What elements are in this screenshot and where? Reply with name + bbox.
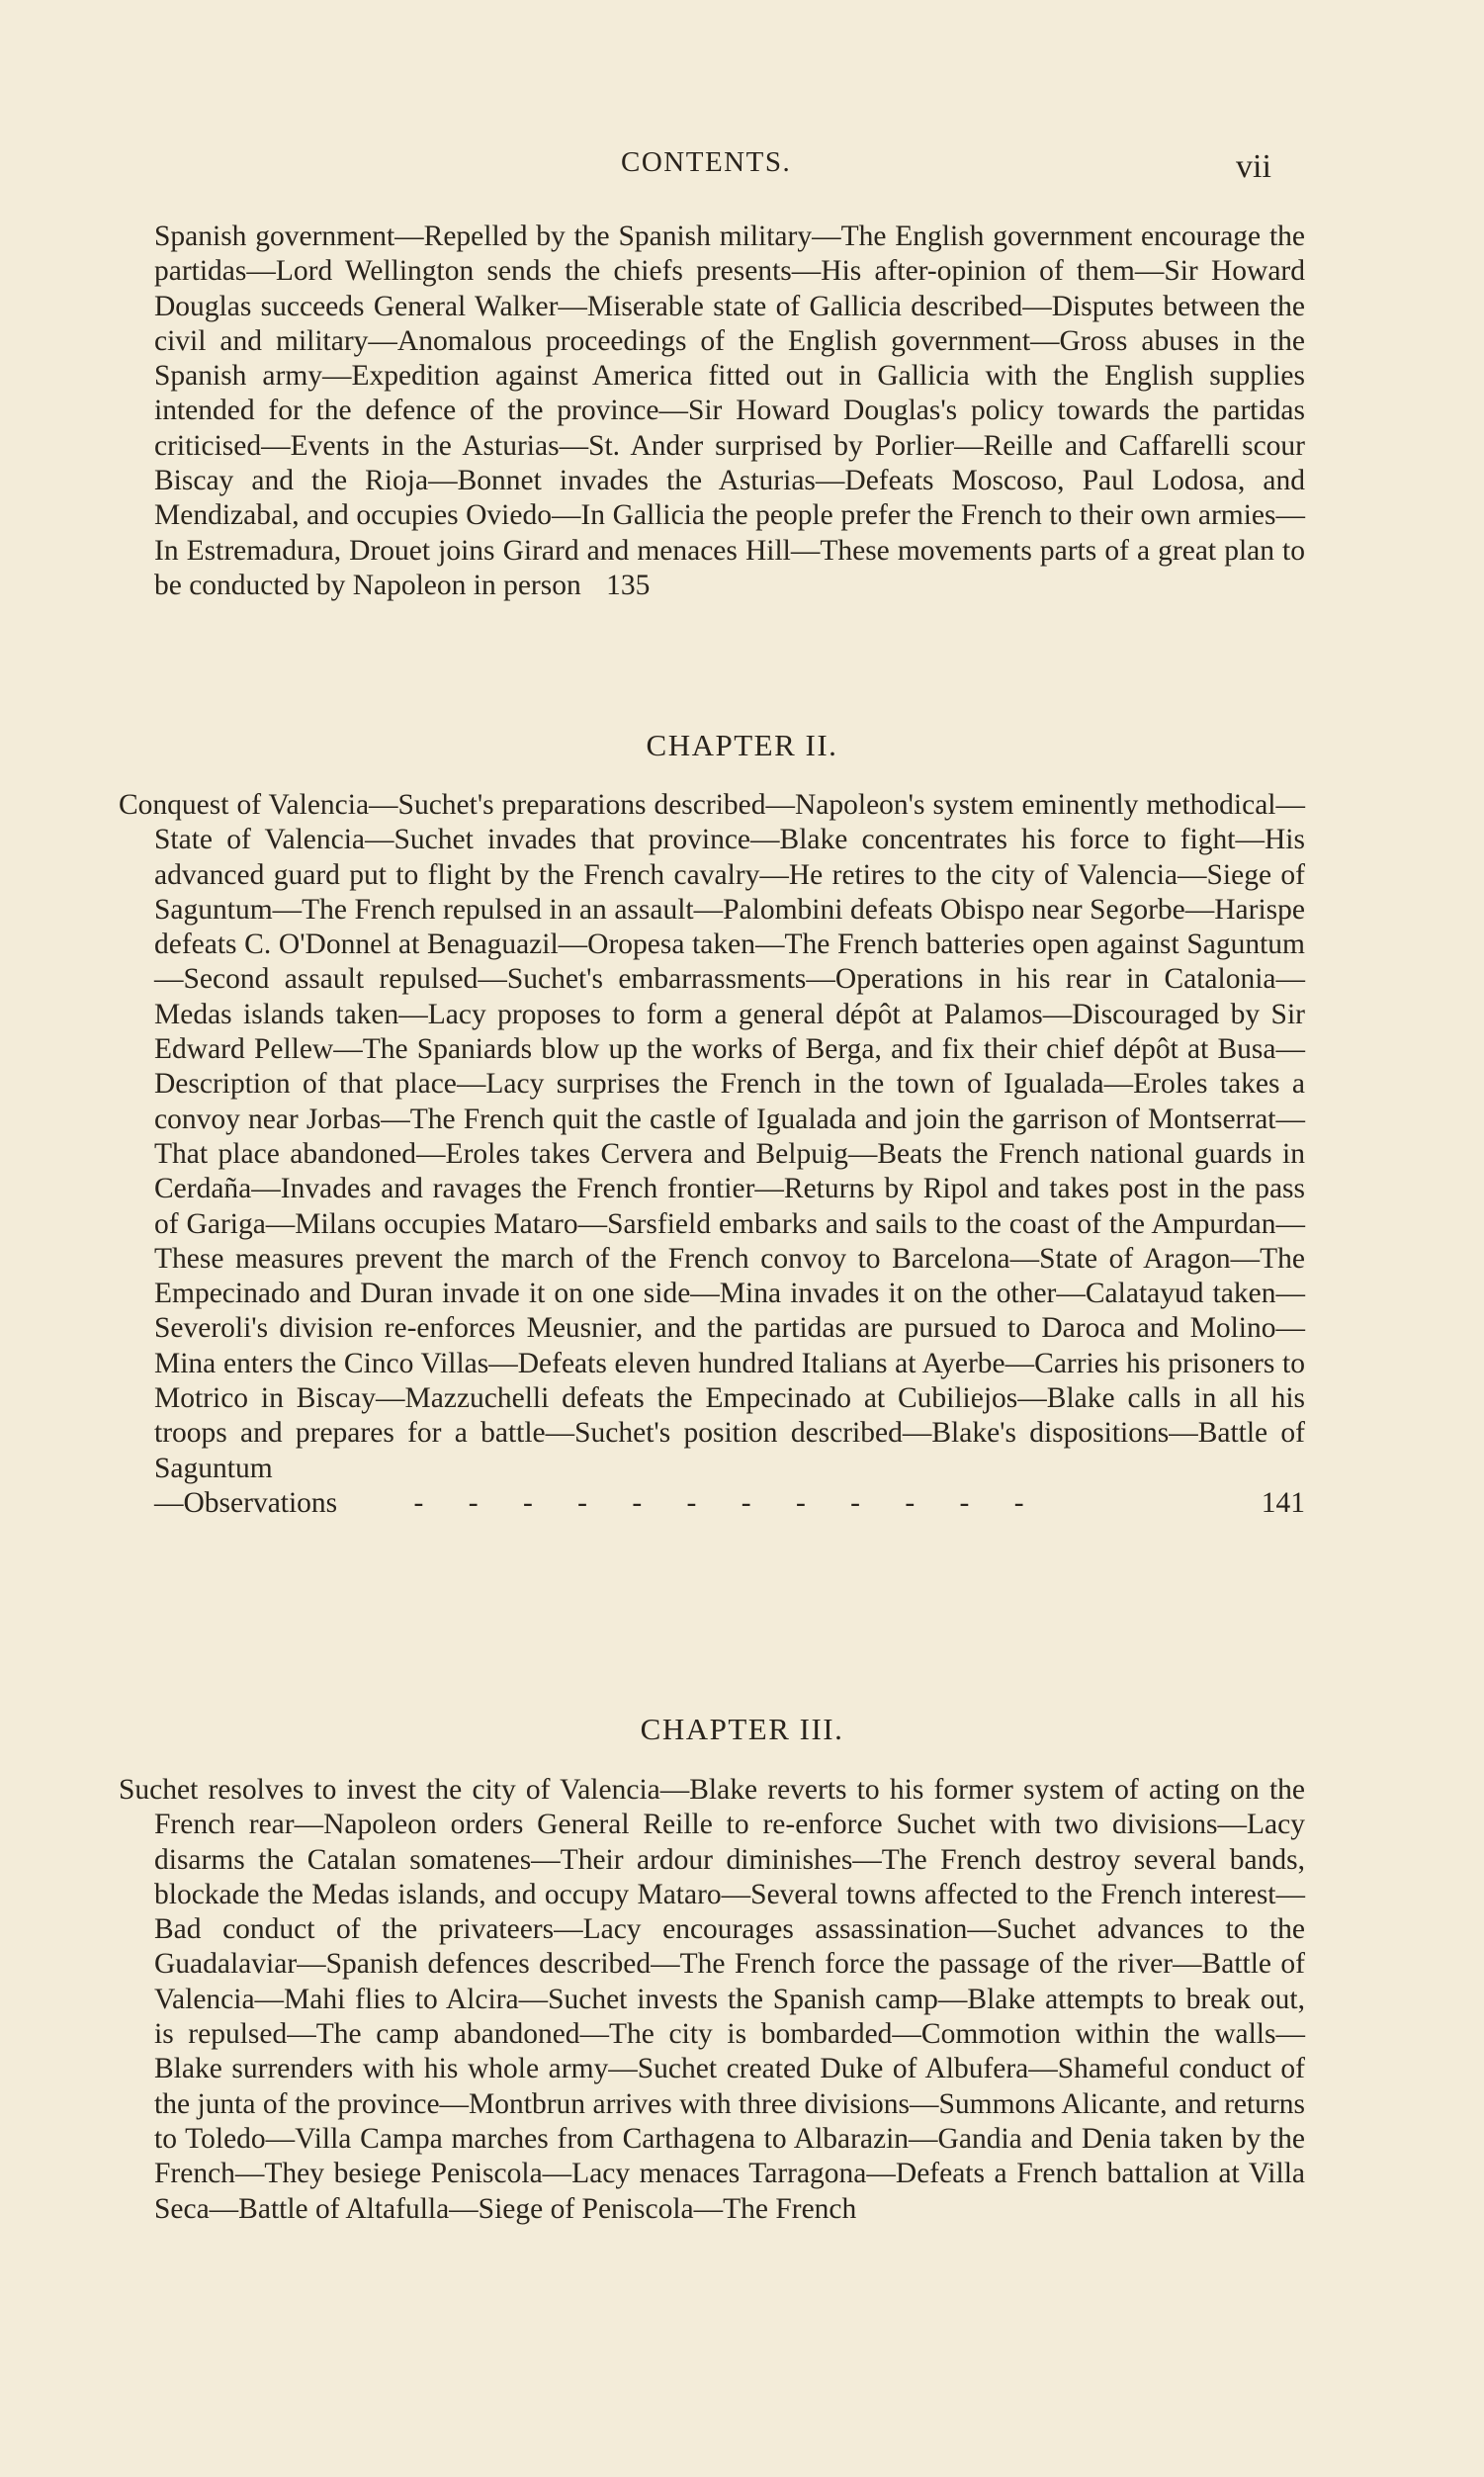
entry-summary: Suchet resolves to invest the city of Valencia—Blake reverts to his former system of acting on the French rear—Napoleon orders General Reille to re-enforce Suchet with two divisions—Lacy disarms the Catalan somatenes—Their ardour diminishes—The French destroy several bands, blockade the Medas islands, and occupy Mataro—Several towns affected to the French interest—Bad conduct of the privateers—Lacy encourages assassination—Suchet advances to the Guadalaviar—Spanish defences described—The French force the passage of the river—Battle of Valencia—Mahi flies to Alcira—Suchet invests the Spanish camp—Blake attempts to break out, is repulsed—The camp abandoned—The city is bombarded—Commotion within the walls—Blake surrenders with his whole army—Suchet created Duke of Albufera—Shameful conduct of the junta of the province—Montbrun arrives with three divisions—Summons Alicante, and returns to Toledo—Villa Campa marches from Carthagena to Albarazin—Gandia and Denia taken by the French—They besiege Peniscola—Lacy menaces Tarragona—Defeats a French battalion at Villa Seca—Battle of Altafulla—Siege of Peniscola—The French [119, 1774, 1305, 2225]
entry-page-ref: 135 [606, 569, 651, 601]
dot-leader: - - - - - - - - - - - - [413, 1486, 1043, 1519]
entry-page-ref: 141 [1261, 1486, 1305, 1519]
entry-final-line [154, 1486, 1305, 1521]
running-head [0, 146, 1484, 186]
chapter-heading-3: CHAPTER III. [640, 1712, 844, 1746]
running-title: CONTENTS. [621, 146, 792, 178]
entry-final-text: —Observations [154, 1486, 338, 1519]
chapter-heading-2: CHAPTER II. [646, 728, 838, 762]
page-number: vii [1236, 148, 1271, 185]
entry-summary: Spanish government—Repelled by the Spanish military—The English government encourage the partidas—Lord Wellington sends the chiefs presents—His after-opinion of them—Sir Howard Douglas succeeds General Walker—Miserable state of Gallicia described—Disputes between the civil and military—Anomalous proceedings of the English government—Gross abuses in the Spanish army—Expedition against America fitted out in Gallicia with the English supplies intended for the defence of the province—Sir Howard Douglas's policy towards the partidas criticised—Events in the Asturias—St. Ander surprised by Porlier—Reille and Caffarelli scour Biscay and the Rioja—Bonnet invades the Asturias—Defeats Moscoso, Paul Lodosa, and Mendizabal, and occupies Oviedo—In Gallicia the people prefer the French to their own armies—In Estremadura, Drouet joins Girard and menaces Hill—These movements parts of a great plan to be conducted by Napoleon in person [154, 221, 1305, 601]
contents-entry-chapter-3 [119, 1773, 1305, 2227]
entry-summary: Conquest of Valencia—Suchet's preparations described—Napoleon's system eminently methodical—State of Valencia—Suchet invades that province—Blake concentrates his force to fight—His advanced guard put to flight by the French cavalry—He retires to the city of Valencia—Siege of Saguntum—The French repulsed in an assault—Palombini defeats Obispo near Segorbe—Harispe defeats C. O'Donnel at Benaguazil—Oropesa taken—The French batteries open against Saguntum—Second assault repulsed—Suchet's embarrassments—Operations in his rear in Catalonia—Medas islands taken—Lacy proposes to form a general dépôt at Palamos—Discouraged by Sir Edward Pellew—The Spaniards blow up the works of Berga, and fix their chief dépôt at Busa—Description of that place—Lacy surprises the French in the town of Igualada—Eroles takes a convoy near Jorbas—The French quit the castle of Igualada and join the garrison of Montserrat—That place abandoned—Eroles takes Cervera and Belpuig—Beats the French national guards in Cerdaña—Invades and ravages the French frontier—Returns by Ripol and takes post in the pass of Gariga—Milans occupies Mataro—Sarsfield embarks and sails to the coast of the Ampurdan—These measures prevent the march of the French convoy to Barcelona—State of Aragon—The Empecinado and Duran invade it on one side—Mina invades it on the other—Calatayud taken—Severoli's division re-enforces Meusnier, and the partidas are pursued to Daroca and Molino—Mina enters the Cinco Villas—Defeats eleven hundred Italians at Ayerbe—Carries his prisoners to Motrico in Biscay—Mazzuchelli defeats the Empecinado at Cubiliejos—Blake calls in all his troops and prepares for a battle—Suchet's position described—Blake's dispositions—Battle of Saguntum [119, 789, 1305, 1484]
contents-entry-chapter-2 [119, 788, 1305, 1521]
contents-entry-continued [119, 220, 1305, 603]
